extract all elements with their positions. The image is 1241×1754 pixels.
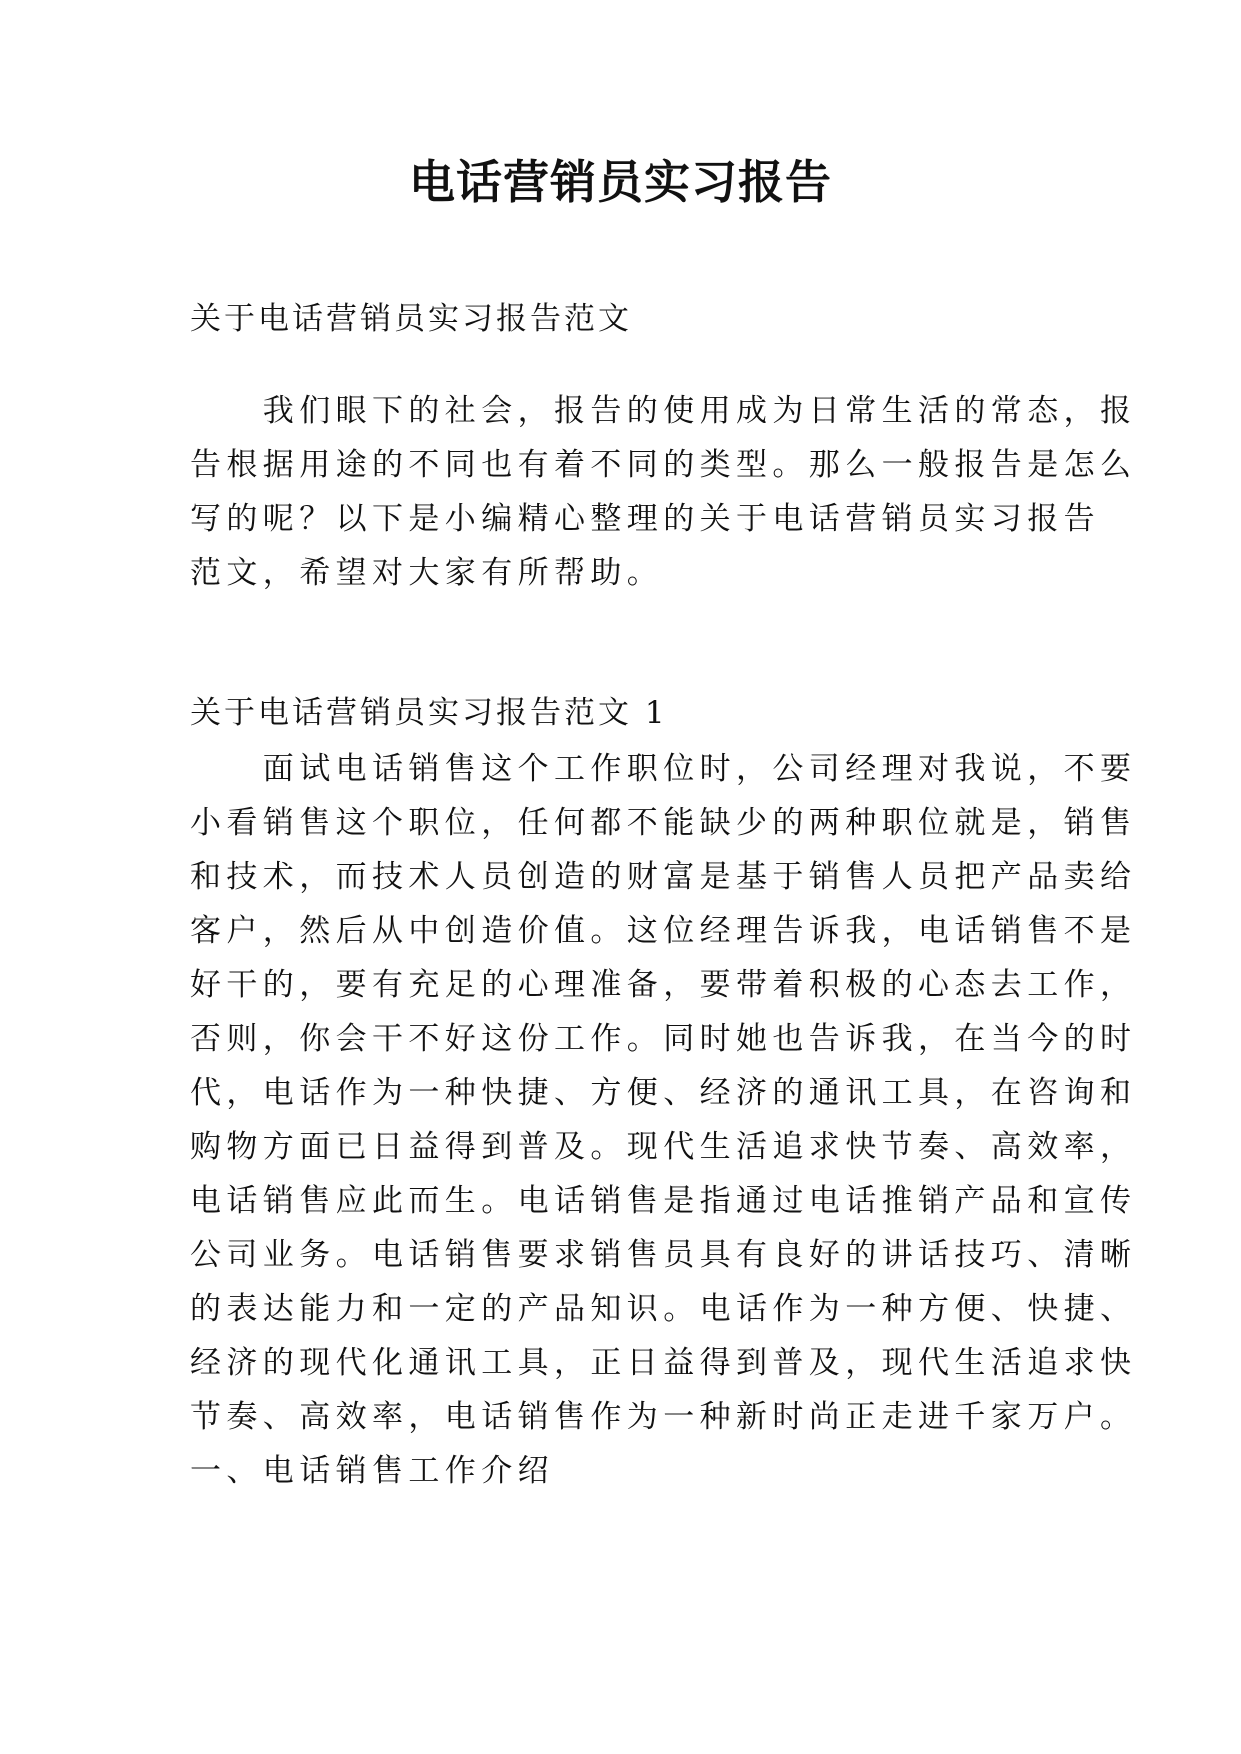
- body-line: 和技术，而技术人员创造的财富是基于销售人员把产品卖给: [190, 859, 1137, 895]
- body-line: 公司业务。电话销售要求销售员具有良好的讲话技巧、清晰: [190, 1237, 1137, 1273]
- intro-line: 我们眼下的社会，报告的使用成为日常生活的常态，报: [190, 393, 1137, 429]
- intro-line: 写的呢？以下是小编精心整理的关于电话营销员实习报告: [190, 501, 1100, 537]
- body-line: 好干的，要有充足的心理准备，要带着积极的心态去工作，: [190, 967, 1137, 1003]
- body-line: 购物方面已日益得到普及。现代生活追求快节奏、高效率，: [190, 1129, 1137, 1165]
- body-line: 节奏、高效率，电话销售作为一种新时尚正走进千家万户。: [190, 1399, 1137, 1435]
- document-title: 电话营销员实习报告: [409, 155, 832, 209]
- intro-line: 告根据用途的不同也有着不同的类型。那么一般报告是怎么: [190, 447, 1137, 483]
- body-line: 的表达能力和一定的产品知识。电话作为一种方便、快捷、: [190, 1291, 1137, 1327]
- body-line: 一、电话销售工作介绍: [190, 1453, 554, 1489]
- body-line: 面试电话销售这个工作职位时，公司经理对我说，不要: [190, 751, 1137, 787]
- document-subtitle: 关于电话营销员实习报告范文: [190, 301, 632, 337]
- body-line: 否则，你会干不好这份工作。同时她也告诉我，在当今的时: [190, 1021, 1137, 1057]
- body-line: 经济的现代化通讯工具，正日益得到普及，现代生活追求快: [190, 1345, 1137, 1381]
- body-line: 小看销售这个职位，任何都不能缺少的两种职位就是，销售: [190, 805, 1137, 841]
- section-heading: 关于电话营销员实习报告范文 1: [190, 695, 668, 731]
- body-line: 电话销售应此而生。电话销售是指通过电话推销产品和宣传: [190, 1183, 1137, 1219]
- intro-line: 范文，希望对大家有所帮助。: [190, 555, 664, 591]
- body-line: 客户，然后从中创造价值。这位经理告诉我，电话销售不是: [190, 913, 1137, 949]
- body-line: 代，电话作为一种快捷、方便、经济的通讯工具，在咨询和: [190, 1075, 1137, 1111]
